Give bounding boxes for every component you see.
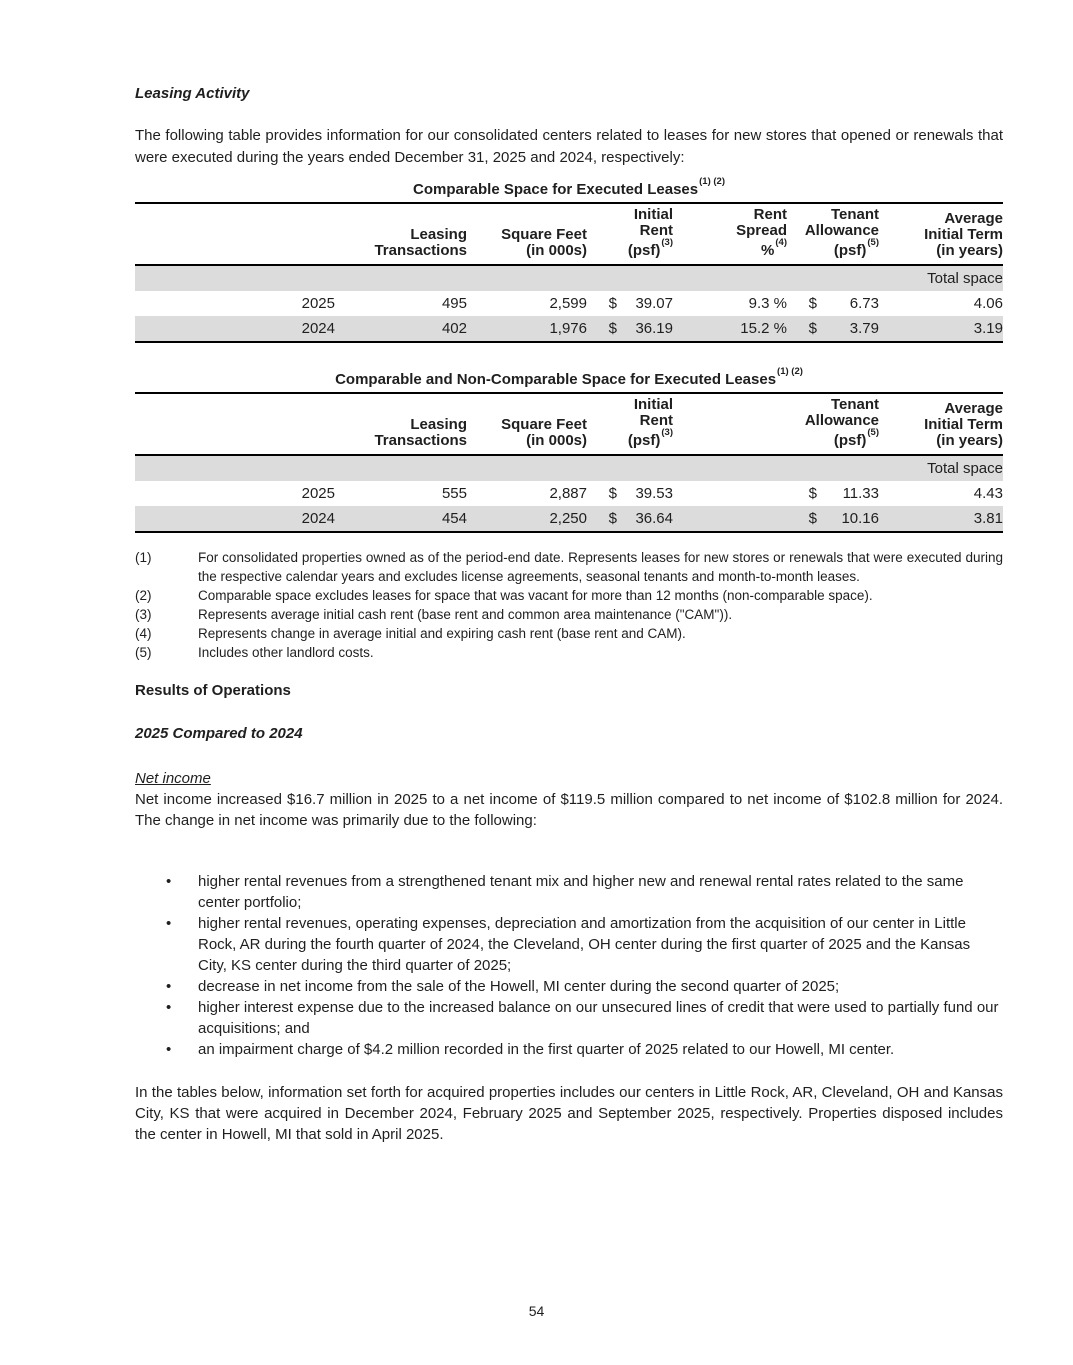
net-income-bullet-list: [135, 871, 1003, 1060]
table1-header-row: [135, 204, 1003, 265]
cell-tenant-allowance: 3.79: [849, 320, 879, 337]
table2-col-initial-rent: Initial Rent (psf)$^{(3)}$: [587, 394, 673, 455]
footnote-ref-5: (5): [867, 236, 879, 248]
cell-square-feet: 2,887: [549, 485, 587, 502]
table2-group-row: Total space: [135, 455, 1003, 481]
subsection-heading-2025-compared-to-2024: 2025 Compared to 2024: [135, 725, 303, 742]
cell-initial-rent: 36.64: [635, 510, 673, 527]
footnotes: [135, 548, 1003, 662]
footnote-label: (3): [135, 607, 152, 622]
table2-col-tenant-allowance: Tenant Allowance (psf)$^{(5)}$: [787, 394, 879, 455]
list-item: • higher interest expense due to the increased balance on our unsecured lines of credit that were used to partially fund our acquisitions; and: [135, 997, 1003, 1039]
cell-leasing-transactions: 454: [441, 510, 467, 527]
dollar-sign: $: [608, 320, 617, 337]
dollar-sign: $: [608, 485, 617, 502]
cell-leasing-transactions: 402: [441, 320, 467, 337]
footnote-text: Comparable space excludes leases for space that was vacant for more than 12 months (non-comparable space).: [198, 588, 873, 603]
table1-title-text: Comparable Space for Executed Leases: [413, 181, 699, 198]
footnote-label: (2): [135, 588, 152, 603]
cell-average-initial-term: 3.81: [973, 510, 1003, 527]
dollar-sign: $: [808, 485, 817, 502]
cell-leasing-transactions: 555: [441, 485, 467, 502]
row-label: 2025: [301, 295, 335, 312]
closing-paragraph: In the tables below, information set forth for acquired properties includes our centers in Little Rock, AR, Cleveland, OH and Kansas City, KS that were acquired in December 2024, February 2025 and September 2025, respectively. Properties disposed includes the center in Howell, MI that sold in April 2025.: [135, 1084, 1003, 1143]
footnote-label: (4): [135, 626, 152, 641]
bullet-icon: •: [166, 1041, 172, 1058]
table2-col-rowlabel: [135, 394, 335, 455]
footnote-label: (1): [135, 550, 152, 565]
footnote-2: [135, 586, 1003, 605]
footnote-text: For consolidated properties owned as of the period-end date. Represents leases for new stores or renewals that were executed during the respective calendar years and excludes license agreements, seasonal tenants and month-to-month leases.: [198, 550, 1003, 584]
list-item: • decrease in net income from the sale of the Howell, MI center during the second quarter of 2025;: [135, 976, 1003, 997]
table1-row-2025: [135, 291, 1003, 316]
cell-blank: [673, 506, 787, 532]
dollar-sign: $: [808, 320, 817, 337]
table2-title-footnote-refs: (1) (2): [777, 365, 803, 377]
table2-col-square-feet: Square Feet (in 000s): [467, 394, 587, 455]
cell-average-initial-term: 4.43: [973, 485, 1003, 502]
table2-row-2024: [135, 506, 1003, 532]
footnote-text: Includes other landlord costs.: [198, 645, 374, 660]
table2-row-2025: [135, 481, 1003, 506]
section-heading-leasing-activity: Leasing Activity: [135, 85, 250, 102]
footnote-text: Represents change in average initial and expiring cash rent (base rent and CAM).: [198, 626, 686, 641]
cell-rent-spread: 15.2 %: [740, 320, 787, 337]
table2-col-average-initial-term: Average Initial Term (in years): [879, 394, 1003, 455]
table1-col-square-feet: Square Feet (in 000s): [467, 204, 587, 265]
row-label: 2024: [301, 510, 335, 527]
page-content: [135, 85, 1003, 1145]
cell-rent-spread: 9.3 %: [748, 295, 787, 312]
table-comparable-space: [135, 204, 1003, 343]
list-item: • an impairment charge of $4.2 million recorded in the first quarter of 2025 related to our Howell, MI center.: [135, 1039, 1003, 1060]
table1-col-rent-spread: Rent Spread %$^{(4)}$: [673, 204, 787, 265]
table2-header-row: [135, 394, 1003, 455]
section-heading-results-of-operations: Results of Operations: [135, 682, 291, 699]
footnote-3: [135, 605, 1003, 624]
footnote-text: Represents average initial cash rent (base rent and common area maintenance ("CAM")).: [198, 607, 733, 622]
footnote-4: [135, 624, 1003, 643]
table1-row-2024: [135, 316, 1003, 342]
table1-col-rowlabel: [135, 204, 335, 265]
footnote-ref-4: (4): [775, 236, 787, 248]
cell-average-initial-term: 4.06: [973, 295, 1003, 312]
footnote-label: (5): [135, 645, 152, 660]
cell-square-feet: 2,599: [549, 295, 587, 312]
cell-tenant-allowance: 6.73: [849, 295, 879, 312]
bullet-icon: •: [166, 873, 172, 890]
table1-col-tenant-allowance: Tenant Allowance (psf)$^{(5)}$: [787, 204, 879, 265]
bullet-icon: •: [166, 999, 172, 1016]
footnote-ref-5: (5): [867, 426, 879, 438]
list-item: • higher rental revenues, operating expenses, depreciation and amortization from the acquisition of our center in Little Rock, AR during the fourth quarter of 2024, the Cleveland, OH center during the first quarter of 2025 and the Kansas City, KS center during the third quarter of 2025;: [135, 913, 1003, 976]
table2-col-blank: [673, 394, 787, 455]
bullet-icon: •: [166, 915, 172, 932]
footnote-ref-3: (3): [661, 236, 673, 248]
cell-square-feet: 2,250: [549, 510, 587, 527]
cell-square-feet: 1,976: [549, 320, 587, 337]
table1-title-footnote-refs: (1) (2): [699, 175, 725, 187]
cell-initial-rent: 39.07: [635, 295, 673, 312]
table2-title-text: Comparable and Non-Comparable Space for Executed Leases: [335, 371, 777, 388]
table1-col-leasing-transactions: Leasing Transactions: [335, 204, 467, 265]
list-item: • higher rental revenues from a strengthened tenant mix and higher new and renewal rental rates related to the same center portfolio;: [135, 871, 1003, 913]
cell-tenant-allowance: 10.16: [841, 510, 879, 527]
table1-col-initial-rent: Initial Rent (psf)$^{(3)}$: [587, 204, 673, 265]
net-income-paragraph: Net income increased $16.7 million in 2025 to a net income of $119.5 million compared to net income of $102.8 million for 2024. The change in net income was primarily due to the following:: [135, 791, 1003, 829]
table1-col-average-initial-term: Average Initial Term (in years): [879, 204, 1003, 265]
table1-title: [135, 175, 1003, 204]
dollar-sign: $: [808, 510, 817, 527]
table1-group-row: Total space: [135, 265, 1003, 291]
bullet-icon: •: [166, 978, 172, 995]
cell-tenant-allowance: 11.33: [842, 485, 879, 502]
cell-initial-rent: 36.19: [635, 320, 673, 337]
table-comparable-and-noncomparable-space: [135, 394, 1003, 533]
table2-title: [135, 365, 1003, 394]
footnote-1: [135, 548, 1003, 586]
cell-leasing-transactions: 495: [441, 295, 467, 312]
cell-blank: [673, 481, 787, 506]
dollar-sign: $: [608, 510, 617, 527]
dollar-sign: $: [608, 295, 617, 312]
footnote-5: [135, 643, 1003, 662]
cell-initial-rent: 39.53: [635, 485, 673, 502]
row-label: 2025: [301, 485, 335, 502]
dollar-sign: $: [808, 295, 817, 312]
table2-col-leasing-transactions: Leasing Transactions: [335, 394, 467, 455]
row-label: 2024: [301, 320, 335, 337]
footnote-ref-3: (3): [661, 426, 673, 438]
page-number: 54: [528, 1303, 545, 1319]
cell-average-initial-term: 3.19: [973, 320, 1003, 337]
subheading-net-income: Net income: [135, 770, 211, 787]
intro-paragraph: The following table provides information for our consolidated centers related to leases for new stores that opened or renewals that were executed during the years ended December 31, 2025 and 2024, respectively:: [135, 127, 1003, 166]
